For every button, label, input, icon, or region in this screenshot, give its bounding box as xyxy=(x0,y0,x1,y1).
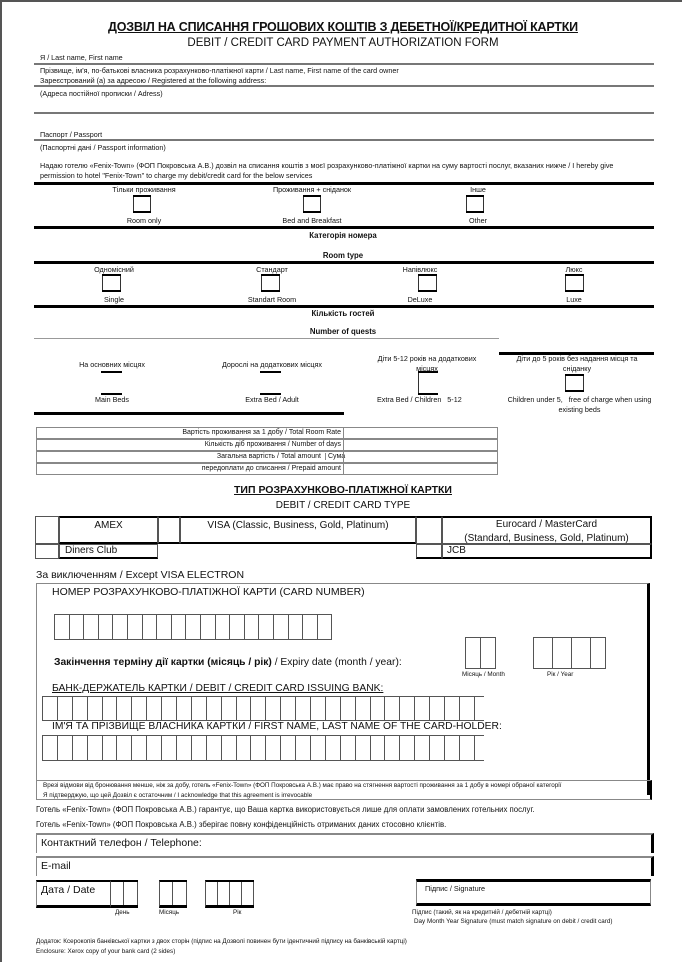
issuing-bank-input[interactable] xyxy=(42,696,484,721)
rate-row-prepaid[interactable] xyxy=(36,463,498,475)
passport-label: Паспорт / Passport xyxy=(40,130,103,139)
name-hint: Прізвище, ім'я, по-батькові власника розрахунково-платіжної карти / Last name, First name of the card owner xyxy=(40,66,399,75)
guests-children-input[interactable] xyxy=(418,371,437,395)
rate-prepaid-label: передоплати до списання / Prepaid amount xyxy=(201,465,341,472)
address-input-line-2[interactable] xyxy=(34,112,654,114)
permission-text: Надаю готелю «Fenix-Town» (ФОП Покровська А.В.) дозвіл на списання коштів з моєї розрахунково-платіжної картки на суму вартості послуг, вказаних нижче / I hereby give permission to hotel "Fenix-Town" to charge my debit/credit card for the below services xyxy=(40,161,614,180)
room-single-en: Single xyxy=(104,295,124,304)
room-single-ua: Одномісний xyxy=(94,265,134,274)
service-room-only-checkbox[interactable] xyxy=(133,195,151,213)
guests-children-en: Extra Bed / Children 5-12 xyxy=(377,395,462,404)
room-luxe-ua: Люкс xyxy=(565,265,583,274)
guarantee-note: Готель «Fenix-Town» (ФОП Покровська А.В.) гарантує, що Ваша картка використовується лише для оплати замовлених готельних послуг. xyxy=(36,805,535,814)
service-room-only-en: Room only xyxy=(126,216,162,225)
signature-field[interactable]: Підпис / Signature xyxy=(416,879,651,906)
services-bottom-border xyxy=(34,226,654,229)
passport-hint: (Паспортні дані / Passport information) xyxy=(40,143,166,152)
address-input-line[interactable] xyxy=(34,85,654,87)
service-other-ua: Інше xyxy=(470,185,486,194)
visa-option: VISA (Classic, Business, Gold, Platinum) xyxy=(180,516,416,544)
room-deluxe-ua: Напівлюкс xyxy=(402,265,438,274)
email-field[interactable]: E-mail xyxy=(36,856,654,876)
irrevocable-note: Я підтверджую, що цей Дозвіл є остаточним / I acknowledge that this agreement is irrevocable xyxy=(43,792,313,799)
expiry-year-input[interactable] xyxy=(533,637,606,669)
room-category-heading-ua: Категорія номера xyxy=(309,231,377,240)
guests-children-ua: Діти 5-12 років на додаткових місцях xyxy=(377,354,477,373)
mastercard-checkbox[interactable] xyxy=(416,516,442,544)
month-label: Місяць xyxy=(159,909,180,916)
expiry-month-input[interactable] xyxy=(465,637,496,669)
room-standard-checkbox[interactable] xyxy=(261,274,280,292)
expiry-label: Закінчення терміну дії картки (місяць / рік) / Expiry date (month / year): xyxy=(54,657,402,668)
expiry-year-label: Рік / Year xyxy=(547,671,574,678)
rate-days-label: Кількість діб проживання / Number of days xyxy=(204,441,341,448)
card-number-label: НОМЕР РОЗРАХУНКОВО-ПЛАТІЖНОЇ КАРТИ (CARD NUMBER) xyxy=(52,586,365,598)
name-label: Я / Last name, First name xyxy=(40,53,123,62)
room-standard-ua: Стандарт xyxy=(256,265,288,274)
cancellation-note: Врезі відмови від бронювання менше, ніж за добу, готель «Fenix-Town» (ФОП Покровська А.В.) має право на стягнення вартості проживання за 1 добу в номері обраної категорії xyxy=(43,782,562,789)
room-luxe-checkbox[interactable] xyxy=(565,274,584,292)
guests-bottom-border xyxy=(34,412,344,415)
guests-main-input[interactable] xyxy=(102,371,121,395)
guests-extra-adult-ua: Дорослі на додаткових місцях xyxy=(221,360,323,369)
room-category-heading-en: Room type xyxy=(322,251,364,260)
guests-main-ua: На основних місцях xyxy=(79,360,145,369)
room-deluxe-checkbox[interactable] xyxy=(418,274,437,292)
date-month-input[interactable] xyxy=(159,880,187,908)
card-holder-input[interactable] xyxy=(42,735,484,761)
rate-room-label: Вартість проживання за 1 добу / Total Room Rate xyxy=(182,429,341,436)
day-label: День xyxy=(115,909,130,916)
form-title-ua: ДОЗВІЛ НА СПИСАННЯ ГРОШОВИХ КОШТІВ З ДЕБЕТНОЇ/КРЕДИТНОЇ КАРТКИ xyxy=(108,20,578,34)
date-year-input[interactable] xyxy=(205,880,254,908)
guests-under5-en: Children under 5, free of charge when using existing beds xyxy=(507,395,654,414)
guests-extra-adult-input[interactable] xyxy=(261,371,280,395)
guests-under5-ua: Діти до 5 років без надання місця та сніданку xyxy=(516,354,638,373)
date-day-input[interactable] xyxy=(110,880,138,908)
telephone-field[interactable]: Контактний телефон / Telephone: xyxy=(36,833,654,853)
guests-extra-adult-en: Extra Bed / Adult xyxy=(245,395,299,404)
room-single-checkbox[interactable] xyxy=(102,274,121,292)
diners-checkbox[interactable] xyxy=(35,544,59,559)
guests-main-en: Main Beds xyxy=(95,395,129,404)
signature-hint-en: Day Month Year Signature (must match signature on debit / credit card) xyxy=(414,918,613,925)
address-hint: (Адреса постійної прописки / Adress) xyxy=(40,89,163,98)
form-title-en: DEBIT / CREDIT CARD PAYMENT AUTHORIZATION FORM xyxy=(187,37,499,49)
guests-heading-en: Number of quests xyxy=(309,327,377,336)
service-bb-checkbox[interactable] xyxy=(303,195,321,213)
rate-row-days[interactable] xyxy=(36,439,498,451)
jcb-checkbox[interactable] xyxy=(416,544,442,559)
diners-option: Diners Club xyxy=(59,544,158,559)
room-luxe-en: Luxe xyxy=(566,295,582,304)
service-other-checkbox[interactable] xyxy=(466,195,484,213)
room-bottom-border xyxy=(34,305,654,308)
jcb-option: JCB xyxy=(442,544,652,559)
room-top-border xyxy=(34,261,654,264)
enclosure-ua: Додаток: Ксерокопія банківської картки з двох сторін (підпис на Дозволі повинен бути ідентичний підпису на банківській картці) xyxy=(36,938,407,945)
room-deluxe-en: DeLuxe xyxy=(407,295,433,304)
card-type-heading-en: DEBIT / CREDIT CARD TYPE xyxy=(275,500,411,511)
rate-row-room-rate[interactable] xyxy=(36,427,498,439)
card-number-input[interactable] xyxy=(54,614,332,640)
card-type-heading-ua: ТИП РОЗРАХУНКОВО-ПЛАТІЖНОЇ КАРТКИ xyxy=(234,484,452,496)
room-standard-en: Standart Room xyxy=(247,295,297,304)
rate-row-total[interactable] xyxy=(36,451,498,463)
guests-heading-ua: Кількість гостей xyxy=(311,309,375,318)
passport-input-line[interactable] xyxy=(34,139,654,141)
service-room-only-ua: Тільки проживання xyxy=(112,185,176,194)
privacy-note: Готель «Fenix-Town» (ФОП Покровська А.В.) зберігає повну конфіденційність отриманих даних стосовно клієнтів. xyxy=(36,820,447,829)
mastercard-option: Eurocard / MasterCard (Standard, Business, Gold, Platinum) xyxy=(442,516,652,544)
address-label: Зареєстрований (а) за адресою / Registered at the following address: xyxy=(40,76,267,85)
enclosure-en: Enclosure: Xerox copy of your bank card (2 sides) xyxy=(36,948,176,955)
except-visa-electron-note: За виключенням / Except VISA ELECTRON xyxy=(36,569,245,581)
expiry-month-label: Місяць / Month xyxy=(462,671,505,678)
service-bb-en: Bed and Breakfast xyxy=(282,216,342,225)
rate-total-sum-label: Сума xyxy=(325,453,345,460)
issuing-bank-label: БАНК-ДЕРЖАТЕЛЬ КАРТКИ / DEBIT / CREDIT CARD ISSUING BANK: xyxy=(52,683,384,694)
card-holder-label: ІМ'Я ТА ПРІЗВИЩЕ ВЛАСНИКА КАРТКИ / FIRST NAME, LAST NAME OF THE CARD-HOLDER: xyxy=(52,721,502,732)
amex-checkbox[interactable] xyxy=(35,516,59,544)
rate-total-label: Загальна вартість / Total amount xyxy=(216,453,321,460)
service-bb-ua: Проживання + сніданок xyxy=(272,185,352,194)
name-input-line[interactable] xyxy=(34,63,654,65)
signature-hint-ua: Підпис (такий, як на кредитній / дебетній картці) xyxy=(412,909,552,916)
guests-top-border xyxy=(34,338,499,339)
visa-checkbox[interactable] xyxy=(158,516,180,544)
year-label: Рік xyxy=(233,909,242,916)
guests-under5-checkbox[interactable] xyxy=(565,374,584,392)
amex-option: AMEX xyxy=(59,516,158,544)
service-other-en: Other xyxy=(469,216,487,225)
date-label: Дата / Date xyxy=(36,880,110,908)
